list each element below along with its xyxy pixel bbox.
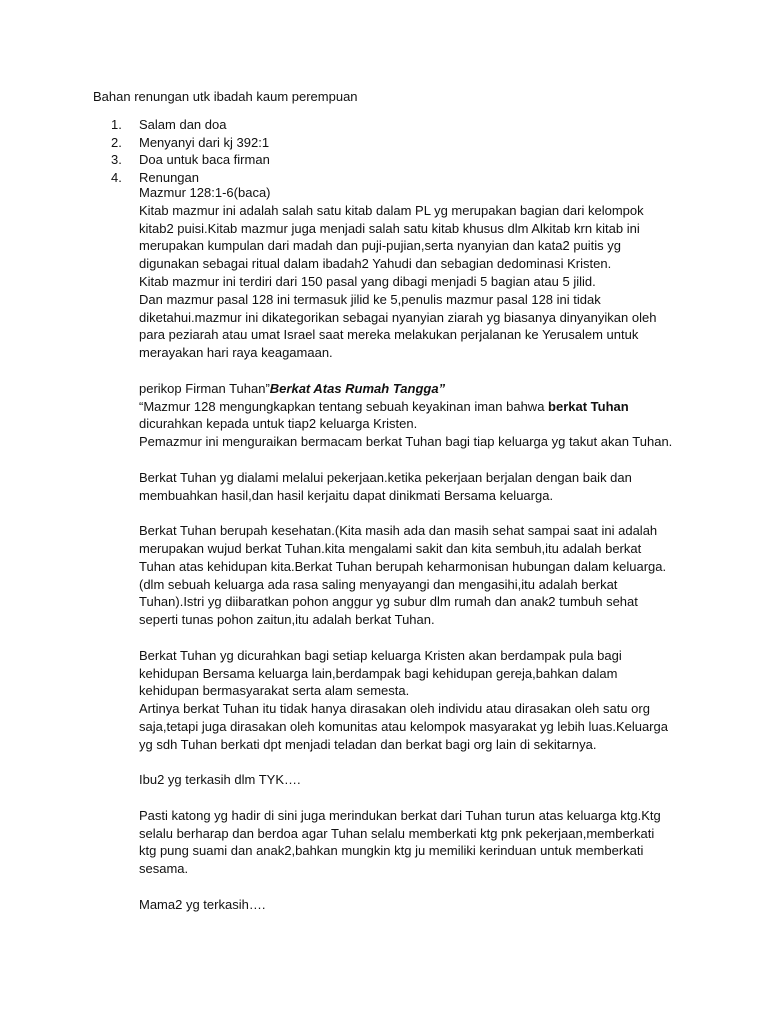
- document-heading: Bahan renungan utk ibadah kaum perempuan: [93, 89, 358, 104]
- list-item: [0, 134, 768, 152]
- list-text: Salam dan doa: [139, 117, 227, 132]
- quote-paragraph: [139, 398, 699, 434]
- list-item: [0, 151, 768, 169]
- artinya-paragraph: Artinya berkat Tuhan itu tidak hanya dirasakan oleh individu atau dirasakan oleh satu org saja,tetapi juga dirasakan oleh komunitas atau kelompok masyarakat yg lebih luas.Keluarga yg sdh Tuhan berkati dpt menjadi teladan dan berkat bagi org lain di sekitarnya.: [139, 701, 668, 752]
- dampak-paragraph: Berkat Tuhan yg dicurahkan bagi setiap keluarga Kristen akan berdampak pula bagi kehidupan Bersama keluarga lain,berdampak bagi kehidupan gereja,bahkan dalam kehidupan bermasyarakat serta alam semesta.: [139, 647, 622, 699]
- list-number: 3.: [111, 152, 122, 167]
- pekerjaan-paragraph: Berkat Tuhan yg dialami melalui pekerjaan.ketika pekerjaan berjalan dengan baik dan membuahkan hasil,dan hasil kerjaitu dapat dinikmati Bersama keluarga.: [139, 469, 632, 503]
- quote-bold: berkat Tuhan: [548, 398, 629, 414]
- list-number: 1.: [111, 117, 122, 132]
- mama-paragraph: Mama2 yg terkasih….: [139, 896, 266, 912]
- perikop-title: Berkat Atas Rumah Tangga”: [269, 380, 446, 396]
- paragraph-gap: [139, 504, 699, 522]
- intro-paragraph: Kitab mazmur ini adalah salah satu kitab dalam PL yg merupakan bagian dari kelompok kitab2 puisi.Kitab mazmur juga menjadi salah satu kitab khusus dlm Alkitab krn kitab ini merupakan kumpulan dari madah dan puji-pujian,serta nyanyian dan kata2 puitis yg digunakan sebagai ritual dalam ibadah2 Yahudi dan sebagian dedominasi Kristen. Kitab mazmur ini terdiri dari 150 pasal yang dibagi menjadi 5 bagian atau 5 jilid. Dan mazmur pasal 128 ini termasuk jilid ke 5,penulis mazmur pasal 128 ini tidak diketahui.mazmur ini dikategorikan sebagai nyanyian ziarah yg biasanya dinyanyikan oleh para peziarah atau umat Israel saat mereka melakukan perjalanan ke Yerusalem untuk merayakan hari raya keagamaan.: [139, 202, 657, 361]
- list-number: 2.: [111, 134, 122, 150]
- quote-prefix: “Mazmur 128 mengungkapkan tentang sebuah keyakinan iman bahwa: [139, 398, 549, 414]
- paragraph-gap: [139, 754, 699, 772]
- paragraph-gap: [139, 362, 699, 380]
- document-body: [139, 184, 699, 914]
- list-item: [0, 116, 768, 134]
- list-text: Doa untuk baca firman: [139, 152, 270, 167]
- ibu-paragraph: Ibu2 yg terkasih dlm TYK….: [139, 772, 301, 788]
- list-text: Menyanyi dari kj 392:1: [139, 134, 270, 150]
- quote-suffix: dicurahkan kepada untuk tiap2 keluarga Kristen.: [139, 416, 418, 432]
- mazmur-reference: Mazmur 128:1-6(baca): [139, 185, 271, 200]
- perikop-line: [139, 380, 699, 398]
- kesehatan-paragraph: Berkat Tuhan berupah kesehatan.(Kita masih ada dan masih sehat sampai saat ini adalah merupakan wujud berkat Tuhan.kita mengalami sakit dan kita sembuh,itu adalah berkat Tuhan atas kehidupan kita.Berkat Tuhan berupah keharmonisan hubungan dalam keluarga. (dlm sebuah keluarga ada rasa saling menyayangi dan mengasihi,itu adalah berkat Tuhan).Istri yg diibaratkan pohon anggur yg subur dlm rumah dan anak2 tumbuh sehat seperti tunas pohon zaitun,itu adalah berkat Tuhan.: [139, 523, 667, 628]
- list-text: Renungan: [139, 169, 199, 185]
- list-number: 4.: [111, 169, 122, 185]
- paragraph-gap: [139, 789, 699, 807]
- paragraph-gap: [139, 451, 699, 469]
- perikop-prefix: perikop Firman Tuhan”: [139, 380, 270, 396]
- paragraph-gap: [139, 878, 699, 896]
- paragraph-gap: [139, 629, 699, 647]
- pemazmur-paragraph: Pemazmur ini menguraikan bermacam berkat Tuhan bagi tiap keluarga yg takut akan Tuhan.: [139, 434, 673, 450]
- pasti-paragraph: Pasti katong yg hadir di sini juga merindukan berkat dari Tuhan turun atas keluarga ktg.Ktg selalu berharap dan berdoa agar Tuhan selalu memberkati ktg pnk pekerjaan,memberkati ktg pung suami dan anak2,bahkan mungkin ktg ju memiliki kerinduan untuk memberkati sesama.: [139, 807, 661, 877]
- order-of-service-list: [0, 116, 768, 186]
